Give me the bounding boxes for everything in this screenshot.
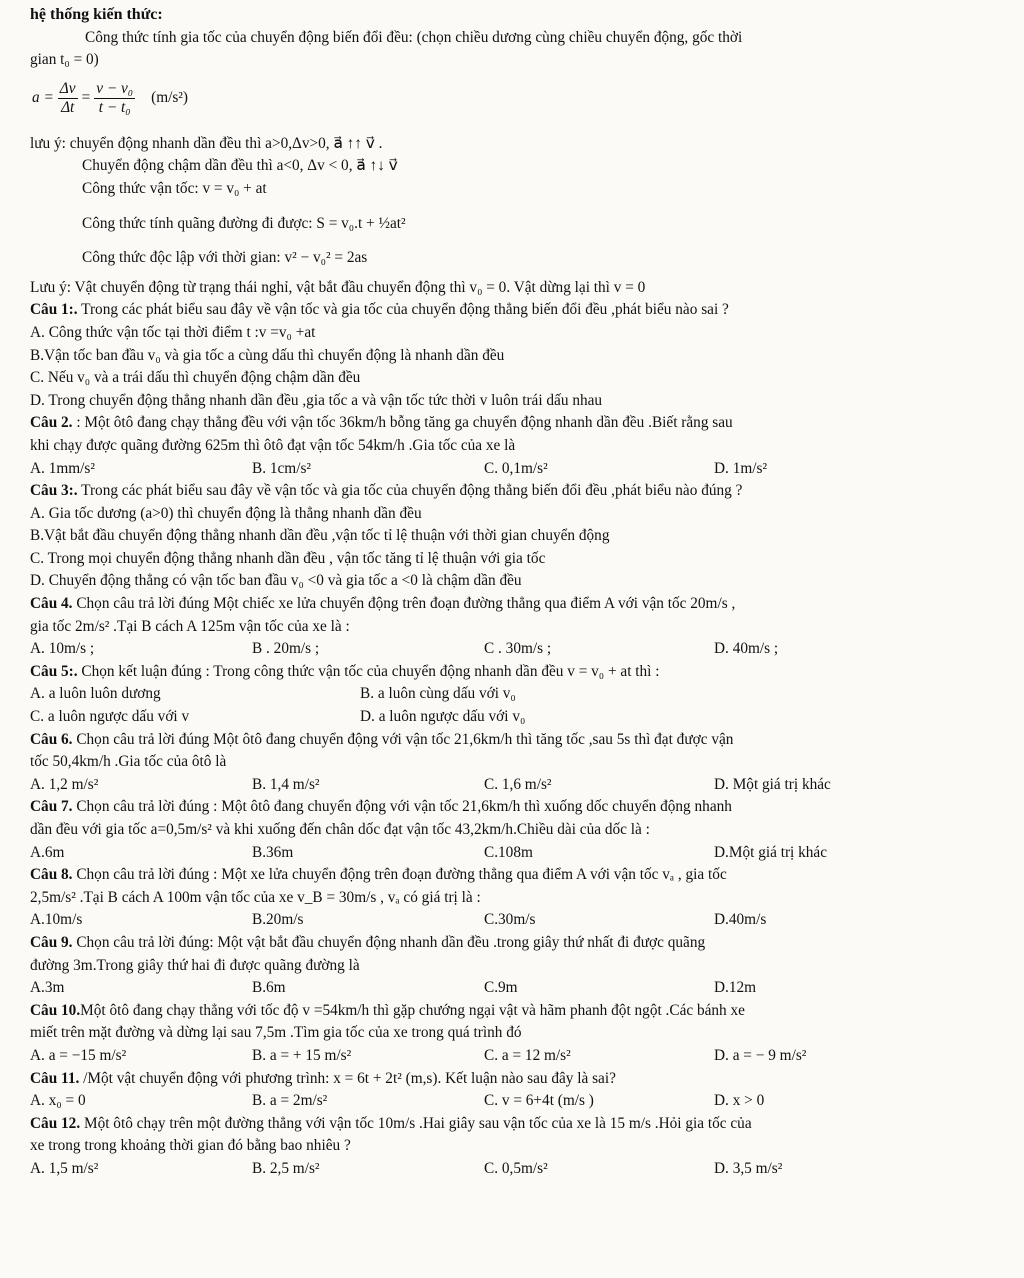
formula-fraction [94,80,135,117]
question-text [30,955,1010,978]
answer-option[interactable]: C. v = 6+4t (m/s ) [484,1092,594,1110]
question-label: Câu 5:. [30,662,78,680]
question-text [30,1135,1010,1158]
question-list [30,299,1010,1180]
answer-option[interactable]: B. 1cm/s² [252,459,311,477]
answer-option[interactable]: C. 0,1m/s² [484,459,548,477]
formula-fraction [58,80,78,117]
question-text [30,412,1010,435]
answer-options [30,683,1010,706]
question-text-segment: Một ôtô chạy trên một đường thẳng với vận tốc 10m/s .Hai giây sau vận tốc của xe là 15 m/s .Hỏi gia tốc của [80,1114,752,1132]
answer-option[interactable]: A. Công thức vận tốc tại thời điểm t :v =v₀ +at [30,323,316,341]
question-text-segment: Trong các phát biểu sau đây về vận tốc và gia tốc của chuyển động thẳng biến đổi đều ,phát biểu nào đúng ? [77,482,743,500]
formula-numerator: v − v₀ [96,80,134,98]
answer-option[interactable]: B. a = + 15 m/s² [252,1046,352,1064]
question-label: Câu 3:. [30,482,78,500]
question-text [30,729,1010,752]
answer-option[interactable]: C. 1,6 m/s² [484,775,552,793]
answer-options [30,774,1010,797]
question-text [30,299,1010,322]
note-line: Chuyển động chậm dần đều thì a<0, Δv < 0, a⃗ ↑↓ v⃗ [82,157,398,175]
question-text-segment: dần đều với gia tốc a=0,5m/s² và khi xuống đến chân dốc đạt vận tốc 43,2km/h.Chiều dài của dốc là : [30,821,650,838]
answer-option[interactable]: A. a = −15 m/s² [30,1046,127,1064]
question-text-segment: khi chạy được quãng đường 625m thì ôtô đạt vận tốc 54km/h .Gia tốc của xe là [30,436,516,454]
question-text-segment: Chọn câu trả lời đúng Một ôtô đang chuyển động với vận tốc 21,6km/h thì tăng tốc ,sau 5s thì đạt được vận [72,730,734,748]
answer-option[interactable]: A.10m/s [30,911,83,929]
answer-option[interactable]: C.9m [484,979,518,997]
answer-option[interactable]: D. a luôn ngược dấu với v₀ [360,708,526,726]
intro-line: Công thức tính gia tốc của chuyển động biến đổi đều: (chọn chiều dương cùng chiều chuyển động, gốc thời [85,28,743,46]
answer-option[interactable]: C. a luôn ngược dấu với v [30,708,190,726]
note-line: lưu ý: chuyển động nhanh dần đều thì a>0,Δv>0, a⃗ ↑↑ v⃗ . [30,134,383,152]
formula-equals: = [81,89,91,107]
answer-options [30,367,1010,390]
question-label: Câu 10. [30,1001,81,1019]
answer-option[interactable]: B.36m [252,843,294,861]
answer-options [30,525,1010,548]
question-text-segment: xe trong trong khoảng thời gian đó bằng bao nhiêu ? [30,1137,351,1155]
question-text-segment: 2,5m/s² .Tại B cách A 100m vận tốc của xe v_B = 30m/s , vₐ có giá trị là : [30,888,481,906]
answer-option[interactable]: D. x > 0 [714,1092,765,1110]
question-text [30,751,1010,774]
note-line: Công thức vận tốc: v = v₀ + at [82,179,267,197]
question-text-segment: đường 3m.Trong giây thứ hai đi được quãng đường là [30,956,360,974]
question-text [30,1022,1010,1045]
question-text [30,480,1010,503]
question-text [30,593,1010,616]
answer-options [30,842,1010,865]
question-text-segment: Chọn câu trả lời đúng : Một ôtô đang chuyển động với vận tốc 21,6km/h thì xuống dốc chuyển động nhanh [72,798,732,816]
question-label: Câu 12. [30,1114,81,1132]
answer-option[interactable]: B. a = 2m/s² [252,1092,328,1110]
answer-option[interactable]: A. 10m/s ; [30,640,95,658]
answer-option[interactable]: B. 1,4 m/s² [252,775,320,793]
answer-options [30,345,1010,368]
question-text-segment: Chọn kết luận đúng : Trong công thức vận tốc của chuyển động nhanh dần đều v = v₀ + at thì : [77,662,660,680]
answer-options [30,638,1010,661]
answer-option[interactable]: D. 40m/s ; [714,640,779,658]
answer-option[interactable]: C. 0,5m/s² [484,1159,548,1177]
note-line: Lưu ý: Vật chuyển động từ trạng thái nghỉ, vật bắt đầu chuyển động thì v₀ = 0. Vật dừng lại thì v = 0 [30,278,646,296]
answer-option[interactable]: A.3m [30,979,65,997]
formula-denominator: Δt [61,99,75,117]
question-label: Câu 1:. [30,301,78,319]
answer-option[interactable]: D. Một giá trị khác [714,775,831,793]
answer-option[interactable]: C. a = 12 m/s² [484,1046,571,1064]
answer-option[interactable]: C.108m [484,843,533,861]
answer-option[interactable]: B.Vận tốc ban đầu v₀ và gia tốc a cùng dấu thì chuyển động là nhanh dần đều [30,346,505,364]
question-text-segment: Một ôtô đang chạy thẳng với tốc độ v =54km/h thì gặp chướng ngại vật và hãm phanh đột ngột .Các bánh xe [80,1001,745,1019]
note-line: Công thức độc lập với thời gian: v² − v₀² = 2as [82,249,368,267]
intro-line: gian t₀ = 0) [30,51,99,69]
question-text [30,1000,1010,1023]
answer-option[interactable]: B . 20m/s ; [252,640,320,658]
question-text-segment: Trong các phát biểu sau đây về vận tốc và gia tốc của chuyển động thẳng biến đổi đều ,phát biểu nào sai ? [77,301,729,319]
question-label: Câu 11. [30,1069,80,1087]
formula-numerator: Δv [59,80,76,98]
question-text [30,932,1010,955]
question-text [30,1068,1010,1091]
question-label: Câu 9. [30,933,73,951]
answer-option[interactable]: D.12m [714,979,757,997]
question-text-segment: tốc 50,4km/h .Gia tốc của ôtô là [30,753,227,771]
answer-options [30,1158,1010,1181]
answer-options [30,909,1010,932]
answer-options [30,503,1010,526]
question-text [30,796,1010,819]
formula-unit: (m/s²) [151,89,188,107]
answer-option[interactable]: A. 1,5 m/s² [30,1159,99,1177]
question-text [30,887,1010,910]
question-text-segment: : Một ôtô đang chạy thẳng đều với vận tốc 36km/h bỗng tăng ga chuyển động nhanh dần đều .Biết rằng sau [72,414,733,432]
answer-options [30,706,1010,729]
answer-option[interactable]: D. 1m/s² [714,459,768,477]
acceleration-formula [30,72,1010,126]
answer-option[interactable]: A. x₀ = 0 [30,1092,86,1110]
answer-options [30,390,1010,413]
answer-option[interactable]: A. 1,2 m/s² [30,775,99,793]
question-text [30,616,1010,639]
answer-options [30,458,1010,481]
section-heading: hệ thống kiến thức: [30,6,163,23]
answer-option[interactable]: A. Gia tốc dương (a>0) thì chuyển động là thẳng nhanh dần đều [30,504,422,522]
answer-option[interactable]: B.6m [252,979,286,997]
question-text [30,1113,1010,1136]
answer-option[interactable]: D.Một giá trị khác [714,843,828,861]
answer-option[interactable]: D. 3,5 m/s² [714,1159,783,1177]
answer-options [30,570,1010,593]
answer-option[interactable]: B. 2,5 m/s² [252,1159,320,1177]
answer-option[interactable]: C . 30m/s ; [484,640,552,658]
answer-option[interactable]: C. Trong mọi chuyển động thẳng nhanh dần đều , vận tốc tăng tỉ lệ thuận với gia tốc [30,549,546,567]
formula-denominator: t − t₀ [98,99,131,117]
question-text [30,435,1010,458]
answer-option[interactable]: A. a luôn luôn dương [30,685,161,703]
question-label: Câu 6. [30,730,73,748]
question-text [30,864,1010,887]
question-label: Câu 4. [30,595,73,613]
question-text-segment: gia tốc 2m/s² .Tại B cách A 125m vận tốc của xe là : [30,617,350,635]
answer-option[interactable]: C. Nếu v₀ và a trái dấu thì chuyển động chậm dần đều [30,369,361,387]
answer-option[interactable]: C.30m/s [484,911,536,929]
question-label: Câu 7. [30,798,73,816]
answer-option[interactable]: D. Chuyển động thẳng có vận tốc ban đầu v₀ <0 và gia tốc a <0 là chậm dần đều [30,572,522,590]
question-text-segment: Chọn câu trả lời đúng : Một xe lửa chuyển động trên đoạn đường thẳng qua điểm A với vận tốc vₐ , gia tốc [72,866,727,884]
answer-option[interactable]: D. a = − 9 m/s² [714,1046,807,1064]
answer-option[interactable]: B.Vật bắt đầu chuyển động thẳng nhanh dần đều ,vận tốc tỉ lệ thuận với thời gian chuyển động [30,527,610,545]
question-label: Câu 2. [30,414,73,432]
answer-options [30,548,1010,571]
question-text-segment: /Một vật chuyển động với phương trình: x = 6t + 2t² (m,s). Kết luận nào sau đây là sai? [79,1069,616,1087]
note-line: Công thức tính quãng đường đi được: S = v₀.t + ½at² [82,214,406,232]
question-text [30,661,1010,684]
answer-option[interactable]: D.40m/s [714,911,767,929]
question-label: Câu 8. [30,866,73,884]
question-text-segment: miết trên mặt đường và dừng lại sau 7,5m .Tìm gia tốc của xe trong quá trình đó [30,1024,522,1042]
question-text-segment: Chọn câu trả lời đúng Một chiếc xe lửa chuyển động trên đoạn đường thẳng qua điểm A với vận tốc 20m/s , [72,595,736,613]
answer-option[interactable]: B.20m/s [252,911,304,929]
answer-option[interactable]: D. Trong chuyển động thẳng nhanh dần đều ,gia tốc a và vận tốc tức thời v luôn trái dấu nhau [30,391,603,409]
answer-option[interactable]: A. 1mm/s² [30,459,95,477]
answer-options [30,1045,1010,1068]
formula-lhs: a = [32,89,54,107]
answer-options [30,1090,1010,1113]
answer-option[interactable]: B. a luôn cùng dấu với v₀ [360,685,516,703]
answer-options [30,977,1010,1000]
question-text-segment: Chọn câu trả lời đúng: Một vật bắt đầu chuyển động nhanh dần đều .trong giây thứ nhất đi được quãng [72,933,706,951]
answer-options [30,322,1010,345]
answer-option[interactable]: A.6m [30,843,65,861]
question-text [30,819,1010,842]
